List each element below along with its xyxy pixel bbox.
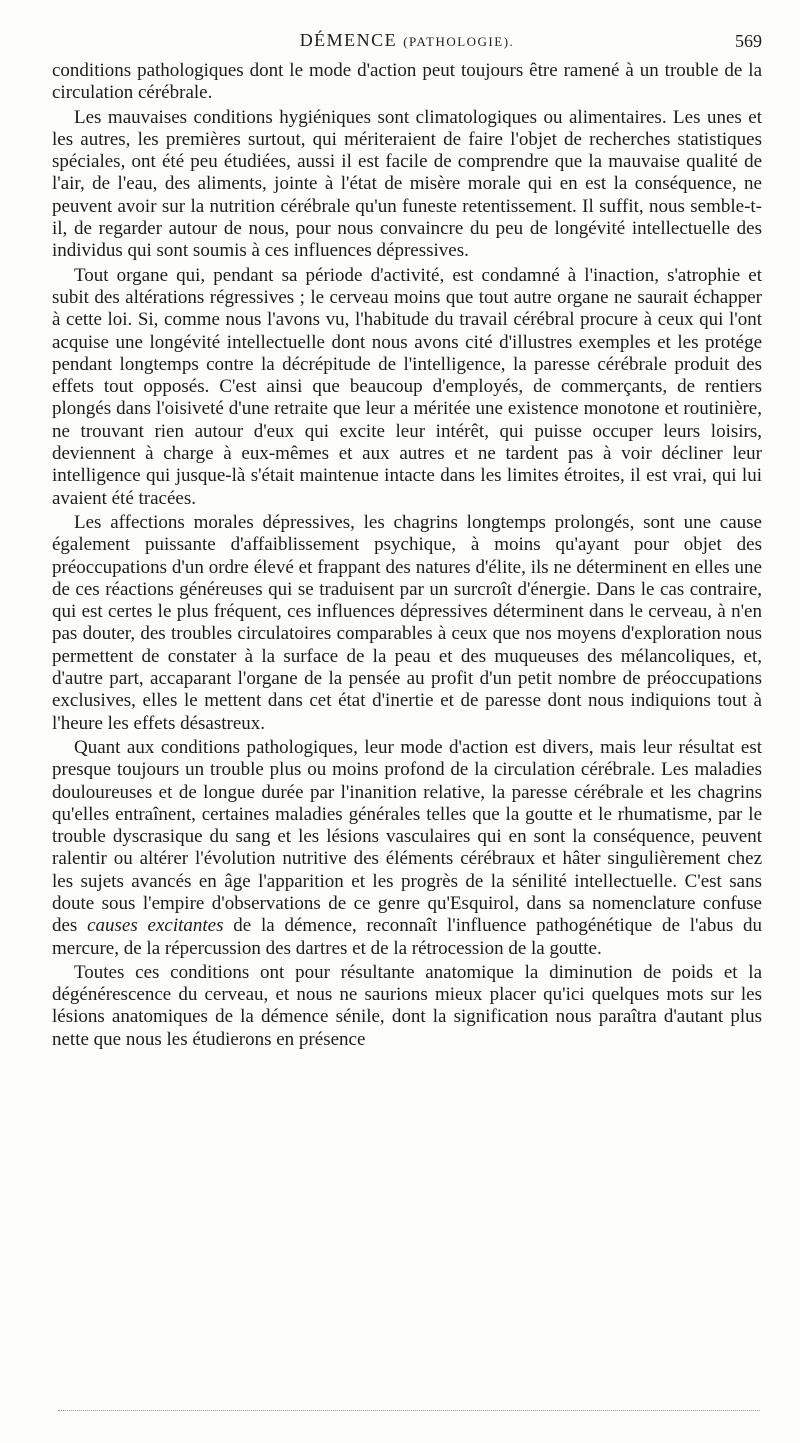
paragraph-5-italic-phrase: causes excitantes bbox=[87, 915, 224, 937]
body-text bbox=[52, 60, 762, 1051]
paragraph-2: Les mauvaises conditions hygiéniques sont climatologiques ou alimentaires. Les unes et les autres, les premières surtout, qui mériteraient de faire l'objet de recherches statistiques spéciales, ont été peu étudiées, aussi il est facile de comprendre que la mauvaise qualité de l'air, de l'eau, des aliments, jointe à l'état de misère morale qui en est la conséquence, ne peuvent avoir sur la nutrition cérébrale qu'un funeste retentissement. Il suffit, nous semble-t-il, de regarder autour de nous, pour nous convaincre du peu de longévité intellectuelle des individus qui sont soumis à ces influences dépressives. bbox=[52, 106, 762, 262]
footer-dotted-rule bbox=[58, 1410, 760, 1411]
paragraph-5-text-after: de la démence, reconnaît l'influence pathogénétique de l'abus du mercure, de la répercussion des dartres et de la rétrocession de la goutte. bbox=[52, 915, 763, 959]
running-title bbox=[52, 30, 762, 51]
paragraph-3: Tout organe qui, pendant sa période d'activité, est condamné à l'inaction, s'atrophie et subit des altérations régressives ; le cerveau moins que tout autre organe ne saurait échapper à cette loi. Si, comme nous l'avons vu, l'habitude du travail cérébral procure à ceux qui l'ont acquise une longévité intellectuelle dont nous avons cité d'illustres exemples et les protége pendant longtemps contre la décrépitude de l'intelligence, la paresse cérébrale produit des effets tout opposés. C'est ainsi que beaucoup d'employés, de commerçants, de rentiers plongés dans l'oisiveté d'une retraite que leur a méritée une existence monotone et routinière, ne trouvant rien autour d'eux qui excite leur intérêt, qui puisse occuper leurs loisirs, deviennent à charge à eux-mêmes et aux autres et ne tardent pas à voir décliner leur intelligence qui jusque-là s'était maintenue intacte dans les limites étroites, il est vrai, qui lui avaient été tracées. bbox=[52, 264, 762, 509]
paragraph-5-text-before: Quant aux conditions pathologiques, leur mode d'action est divers, mais leur résultat est presque toujours un trouble plus ou moins profond de la circulation cérébrale. Les maladies douloureuses et de longue durée par l'inanition relative, la paresse cérébrale et les chagrins qu'elles entraînent, certaines maladies générales telles que la goutte et le rhumatisme, par le trouble dyscrasique du sang et les lésions vasculaires qui en sont la conséquence, peuvent ralentir ou altérer l'évolution nutritive des éléments cérébraux et hâter singulièrement chez les sujets avancés en âge l'apparition et les progrès de la sénilité intellectuelle. C'est sans doute sous l'empire d'observations de ce genre qu'Esquirol, dans sa nomenclature confuse des bbox=[52, 736, 762, 937]
page-number: 569 bbox=[735, 31, 762, 51]
running-head bbox=[52, 30, 762, 54]
running-title-subtitle: (PATHOLOGIE). bbox=[403, 34, 515, 49]
paragraph-6: Toutes ces conditions ont pour résultante anatomique la diminution de poids et la dégénérescence du cerveau, et nous ne saurions mieux placer qu'ici quelques mots sur les lésions anatomiques de la démence sénile, dont la signification nous paraîtra d'autant plus nette que nous les étudierons en présence bbox=[52, 961, 762, 1050]
paragraph-4: Les affections morales dépressives, les chagrins longtemps prolongés, sont une cause également puissante d'affaiblissement psychique, à moins qu'ayant pour objet des préoccupations d'un ordre élevé et frappant des natures d'élite, ils ne déterminent en elles une de ces réactions généreuses qui se traduisent par un surcroît d'énergie. Dans le cas contraire, qui est certes le plus fréquent, ces influences dépressives déterminent dans le cerveau, à n'en pas douter, des troubles circulatoires comparables à ceux que nos moyens d'exploration nous permettent de constater à la surface de la peau et des muqueuses des mélancoliques, et, d'autre part, accaparant l'organe de la pensée au profit d'un petit nombre de préoccupations exclusives, elles le mettent dans cet état d'inertie et de paresse dont nous indiquions tout à l'heure les effets désastreux. bbox=[52, 511, 762, 734]
running-title-main: DÉMENCE bbox=[299, 30, 398, 50]
paragraph-5 bbox=[52, 737, 762, 960]
paragraph-1: conditions pathologiques dont le mode d'action peut toujours être ramené à un trouble de la circulation cérébrale. bbox=[52, 60, 762, 104]
